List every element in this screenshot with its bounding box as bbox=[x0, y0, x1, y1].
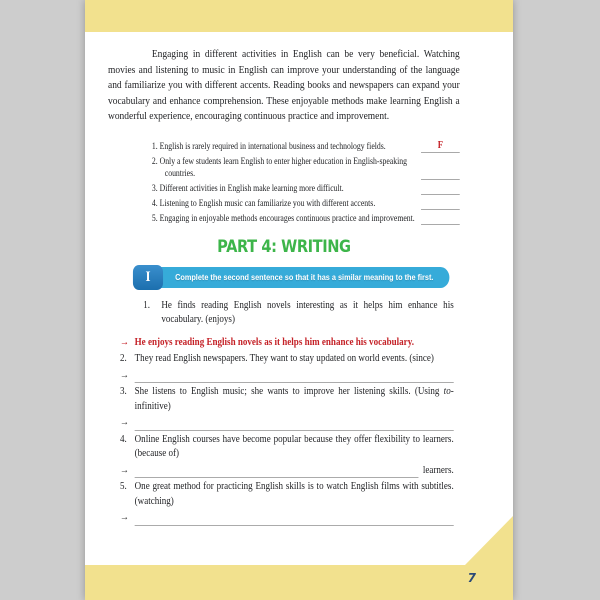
writing-exercise bbox=[120, 299, 454, 526]
arrow-icon: → bbox=[120, 369, 130, 381]
true-false-item bbox=[152, 212, 460, 225]
arrow-icon: → bbox=[120, 417, 130, 428]
top-accent-band bbox=[85, 0, 513, 32]
section-title: PART 4: WRITING bbox=[217, 236, 351, 257]
writing-item bbox=[143, 299, 453, 328]
item-number: 5. bbox=[120, 481, 127, 492]
answer-line bbox=[120, 416, 454, 431]
arrow-icon: → bbox=[120, 336, 130, 348]
writing-item bbox=[120, 385, 454, 414]
answer-line bbox=[120, 511, 454, 526]
instruction-text: Complete the second sentence so that it has a similar meaning to the first. bbox=[153, 267, 450, 288]
writing-item bbox=[120, 352, 454, 367]
instruction-banner bbox=[108, 265, 460, 290]
writing-item bbox=[120, 480, 454, 509]
item-number: 2. bbox=[120, 353, 127, 364]
statement-text: 4. Listening to English music can familiarize you with different accents. bbox=[151, 198, 376, 208]
model-answer bbox=[120, 336, 454, 351]
corner-accent-triangle bbox=[465, 516, 513, 565]
statement-text: 1. English is rarely required in international business and technology fields. bbox=[151, 141, 386, 151]
item-number: 3. bbox=[120, 386, 127, 397]
reading-passage: Engaging in different activities in English can be very beneficial. Watching movies and listening to music in English can improve your understanding of the language and familiarize you with different accents. Reading books and newspapers can expand your vocabulary and enhance comprehension. These enjoyable methods make learning English a wonderful experience, encouraging continuous practice and improvement. bbox=[108, 48, 460, 122]
item-prompt: They read English newspapers. They want to stay updated on world events. (since) bbox=[134, 353, 434, 364]
true-false-list bbox=[152, 140, 460, 225]
page-content bbox=[108, 32, 460, 526]
answer-line bbox=[120, 464, 454, 479]
answer-blank bbox=[135, 369, 454, 383]
answer-suffix: learners. bbox=[422, 464, 454, 476]
bottom-accent-band bbox=[85, 565, 513, 600]
page-number: 7 bbox=[467, 571, 476, 585]
item-number: 1. bbox=[143, 299, 151, 311]
answer-blank bbox=[135, 417, 454, 431]
item-number: 4. bbox=[120, 433, 127, 445]
item-prompt: He finds reading English novels interesting as it helps him enhance his vocabulary. (enjoys) bbox=[161, 299, 454, 325]
statement-text: 5. Engaging in enjoyable methods encourages continuous practice and improvement. bbox=[151, 213, 415, 223]
answer-line bbox=[120, 369, 454, 384]
answer-blank bbox=[421, 167, 460, 180]
statement-text: 2. Only a few students learn English to enter higher education in English-speaking countries. bbox=[151, 155, 408, 178]
true-false-item bbox=[152, 197, 460, 210]
arrow-icon: → bbox=[120, 512, 130, 523]
writing-item bbox=[120, 433, 454, 462]
item-prompt: One great method for practicing English skills is to watch English films with subtitles. (watching) bbox=[134, 481, 454, 507]
item-prompt: She listens to English music; she wants to improve her listening skills. (Using to-infinitive) bbox=[134, 386, 454, 412]
answer-blank: F bbox=[421, 140, 460, 153]
answer-blank bbox=[421, 197, 460, 210]
workbook-page bbox=[85, 0, 513, 600]
true-false-item bbox=[152, 155, 460, 180]
true-false-item bbox=[152, 182, 460, 195]
answer-blank bbox=[421, 212, 460, 225]
answer-blank bbox=[421, 182, 460, 195]
answer-text: He enjoys reading English novels as it helps him enhance his vocabulary. bbox=[134, 336, 414, 348]
item-prompt: Online English courses have become popular because they offer flexibility to learners. (because of) bbox=[134, 433, 454, 459]
exercise-number-badge: I bbox=[133, 265, 163, 290]
arrow-icon: → bbox=[120, 464, 130, 476]
answer-blank bbox=[135, 464, 419, 478]
statement-text: 3. Different activities in English make learning more difficult. bbox=[151, 183, 344, 193]
answer-blank bbox=[135, 512, 454, 526]
true-false-item bbox=[152, 140, 460, 153]
